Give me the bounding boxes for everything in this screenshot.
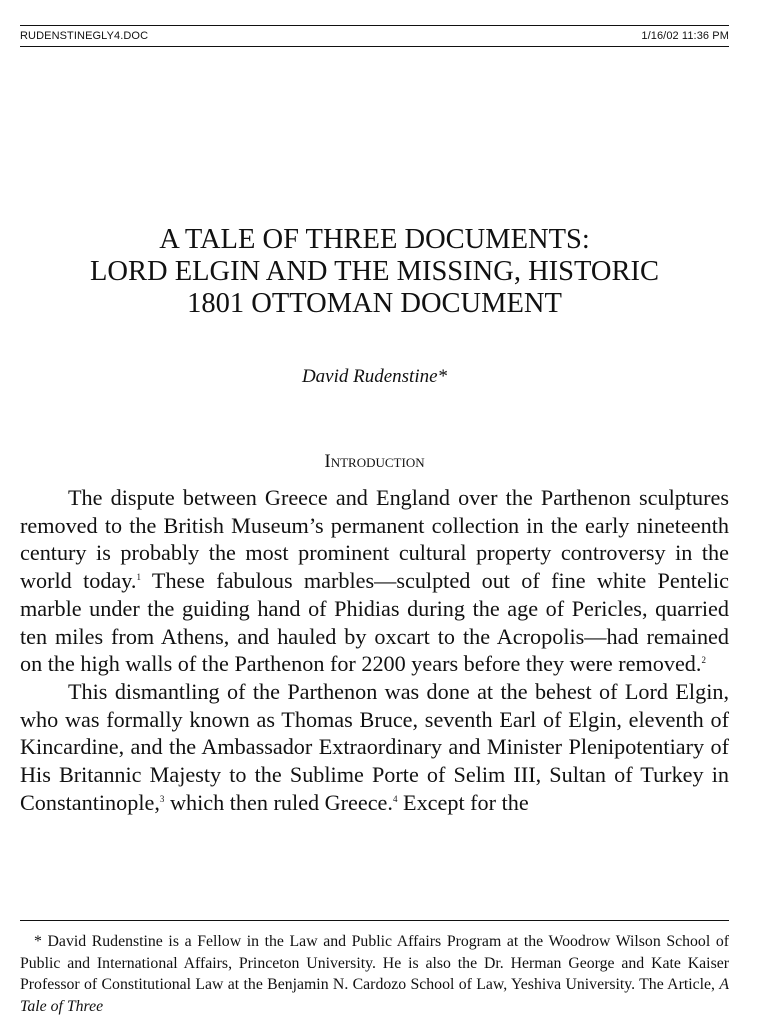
- author-name: David Rudenstine*: [301, 366, 448, 387]
- paragraph-2: [20, 678, 729, 817]
- footnote-ref-3: 3: [159, 793, 165, 804]
- paragraph-1-text-a: The dispute between Greece and England over the Parthenon sculptures removed to the British Museum’s permanent collection in the early nineteenth century is probably the most prominent cultural property controversy in the world today.: [20, 485, 729, 594]
- footnote-ref-2: 2: [701, 655, 706, 666]
- paragraph-1: [20, 484, 729, 678]
- footnote-text: David Rudenstine is a Fellow in the Law and Public Affairs Program at the Woodrow Wilson School of Public and International Affairs, Princeton University. He is also the Dr. Herman George and Kate Kaiser Professor of Constitutional Law at the Benjamin N. Cardozo School of Law, Yeshiva University. The Article,: [20, 933, 729, 994]
- header-top-rule: [20, 25, 729, 26]
- paragraph-2-text-b: which then ruled Greece.: [164, 789, 393, 815]
- header-file-name: RUDENSTINEGLY4.DOC: [20, 30, 149, 42]
- title-line-1: A TALE OF THREE DOCUMENTS:: [159, 224, 590, 255]
- title-line-2: LORD ELGIN AND THE MISSING, HISTORIC: [90, 256, 659, 287]
- body-text: [20, 484, 729, 816]
- running-header: [20, 30, 729, 46]
- footnote-marker: *: [34, 933, 42, 950]
- section-heading-introduction: Introduction: [324, 451, 425, 472]
- paragraph-2-text-c: Except for the: [397, 789, 529, 815]
- paragraph-2-text-a: This dismantling of the Parthenon was done at the behest of Lord Elgin, who was formally known as Thomas Bruce, seventh Earl of Elgin, eleventh of Kincardine, and the Ambassador Extraordinary and Minister Plenipotentiary of His Britannic Majesty to the Sublime Porte of Selim III, Sultan of Turkey in Constantinople,: [20, 678, 729, 815]
- paragraph-1-text-b: These fabulous marbles—sculpted out of fine white Pentelic marble under the guiding hand of Phidias during the age of Pericles, quarried ten miles from Athens, and hauled by oxcart to the Acropolis—had remained on the high walls of the Parthenon for 2200 years before they were removed.: [20, 568, 729, 677]
- author-footnote: [20, 931, 729, 1017]
- footnote-ref-1: 1: [136, 572, 141, 583]
- header-bottom-rule: [20, 46, 729, 47]
- footnote-ref-4: 4: [392, 793, 398, 804]
- footnote-block: [20, 931, 729, 1017]
- header-timestamp: 1/16/02 11:36 PM: [641, 30, 729, 42]
- article-title: [20, 224, 729, 320]
- footnote-rule: [20, 920, 729, 921]
- title-line-3: 1801 OTTOMAN DOCUMENT: [187, 288, 562, 319]
- footnote-article-title: A Tale of Three: [20, 976, 729, 1015]
